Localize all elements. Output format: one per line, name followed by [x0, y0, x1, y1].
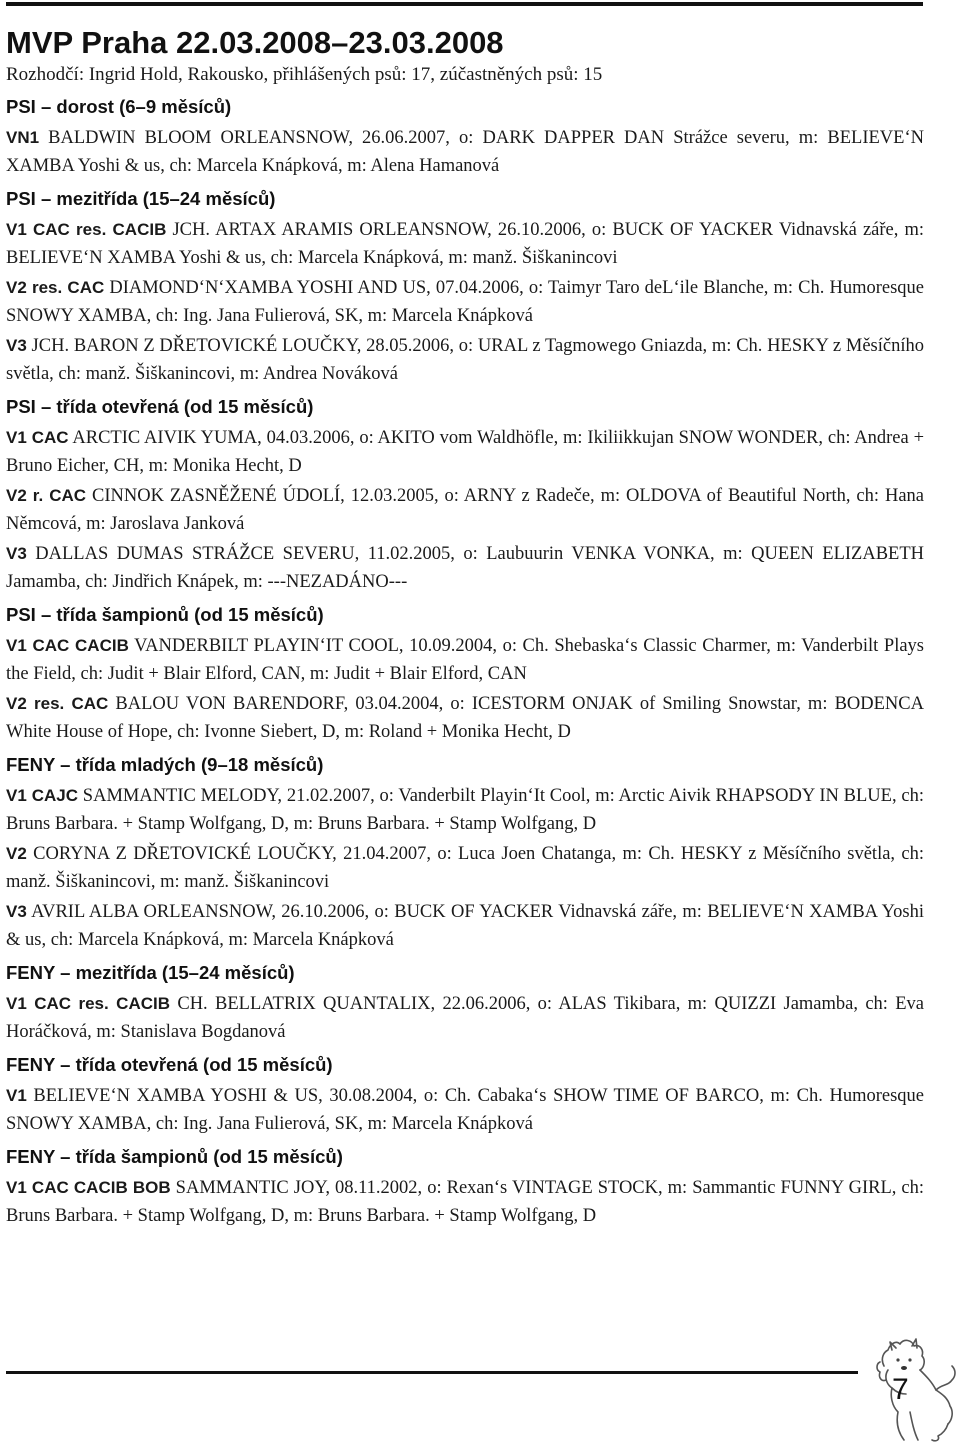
class-section: [6, 960, 924, 1046]
placement: V1: [6, 1086, 27, 1105]
dog-entry: [6, 898, 924, 954]
samoyed-dog-icon: [862, 1336, 960, 1444]
placement: V2 res. CAC: [6, 278, 105, 297]
dog-entry: [6, 424, 924, 480]
placement: V3: [6, 902, 27, 921]
dog-entry: [6, 124, 924, 180]
dog-entry: [6, 782, 924, 838]
entry-text: DIAMOND‘N‘XAMBA YOSHI AND US, 07.04.2006, o: Taimyr Taro deL‘ile Blanche, m: Ch. Humoresque SNOWY XAMBA, ch: Ing. Jana Fulierová, SK, m: Marcela Knápková: [6, 278, 925, 326]
section-heading: FENY – třída mladých (9–18 měsíců): [6, 754, 324, 775]
placement: V2 r. CAC: [6, 486, 87, 505]
entry-text: AVRIL ALBA ORLEANSNOW, 26.10.2006, o: BUCK OF YACKER Vidnavská záře, m: BELIEVE‘N XAMBA Yoshi & us, ch: Marcela Knápková, m: Marcela Knápková: [6, 902, 924, 950]
dog-entry: [6, 540, 924, 596]
judge-line: Rozhodčí: Ingrid Hold, Rakousko, přihlášených psů: 17, zúčastněných psů: 15: [6, 64, 603, 85]
entry-text: SAMMANTIC JOY, 08.11.2002, o: Rexan‘s VINTAGE STOCK, m: Sammantic FUNNY GIRL, ch: Bruns Barbara. + Stamp Wolfgang, D, m: Bruns Barbara. + Stamp Wolfgang, D: [6, 1178, 924, 1226]
dog-entry: [6, 482, 924, 538]
dog-entry: [6, 274, 924, 330]
section-heading: PSI – třída šampionů (od 15 měsíců): [6, 604, 324, 625]
class-section: [6, 1144, 924, 1230]
entry-text: BALOU VON BARENDORF, 03.04.2004, o: ICESTORM ONJAK of Smiling Snowstar, m: BODENCA White House of Hope, ch: Ivonne Siebert, D, m: Roland + Monika Hecht, D: [6, 694, 924, 742]
placement: V1 CAC: [6, 428, 69, 447]
entry-text: CORYNA Z DŘETOVICKÉ LOUČKY, 21.04.2007, o: Luca Joen Chatanga, m: Ch. HESKY z Měsíčního světla, ch: manž. Šiškanincovi, m: manž. Šiškanincovi: [6, 844, 924, 892]
section-heading: PSI – třída otevřená (od 15 měsíců): [6, 396, 314, 417]
placement: V3: [6, 544, 27, 563]
placement: V1 CAJC: [6, 786, 78, 805]
class-section: [6, 752, 924, 954]
class-section: [6, 186, 924, 388]
placement: V2 res. CAC: [6, 694, 109, 713]
dog-entry: [6, 690, 924, 746]
section-heading: FENY – mezitřída (15–24 měsíců): [6, 962, 295, 983]
section-heading: PSI – mezitřída (15–24 měsíců): [6, 188, 276, 209]
dog-entry: [6, 990, 924, 1046]
placement: V1 CAC res. CACIB: [6, 220, 167, 239]
dog-entry: [6, 1174, 924, 1230]
section-heading: FENY – třída šampionů (od 15 měsíců): [6, 1146, 343, 1167]
placement: V3: [6, 336, 27, 355]
class-section: [6, 1052, 924, 1138]
placement: V2: [6, 844, 27, 863]
top-rule: [6, 2, 923, 6]
class-section: [6, 94, 924, 180]
page-title: MVP Praha 22.03.2008–23.03.2008: [6, 25, 504, 60]
placement: V1 CAC res. CACIB: [6, 994, 171, 1013]
class-section: [6, 394, 924, 596]
dog-entry: [6, 1082, 924, 1138]
footer-rule: [6, 1371, 858, 1374]
entry-text: CH. BELLATRIX QUANTALIX, 22.06.2006, o: ALAS Tikibara, m: QUIZZI Jamamba, ch: Eva Horáčková, m: Stanislava Bogdanová: [6, 994, 925, 1042]
dog-entry: [6, 840, 924, 896]
dog-entry: [6, 632, 924, 688]
entry-text: JCH. BARON Z DŘETOVICKÉ LOUČKY, 28.05.2006, o: URAL z Tagmowego Gniazda, m: Ch. HESKY z Měsíčního světla, ch: manž. Šiškanincovi, m: Andrea Nováková: [6, 336, 924, 384]
class-section: [6, 602, 924, 746]
entry-text: BALDWIN BLOOM ORLEANSNOW, 26.06.2007, o: DARK DAPPER DAN Strážce severu, m: BELIEVE‘N XAMBA Yoshi & us, ch: Marcela Knápková, m: Alena Hamanová: [6, 128, 924, 176]
entry-text: VANDERBILT PLAYIN‘IT COOL, 10.09.2004, o: Ch. Shebaska‘s Classic Charmer, m: Vanderbilt Plays the Field, ch: Judit + Blair Elford, CAN, m: Judit + Blair Elford, CAN: [6, 636, 924, 684]
placement: VN1: [6, 128, 40, 147]
placement: V1 CAC CACIB: [6, 636, 129, 655]
entry-text: DALLAS DUMAS STRÁŽCE SEVERU, 11.02.2005, o: Laubuurin VENKA VONKA, m: QUEEN ELIZABETH Jamamba, ch: Jindřich Knápek, m: ---NEZADÁNO---: [6, 544, 924, 592]
section-heading: PSI – dorost (6–9 měsíců): [6, 96, 232, 117]
entry-text: BELIEVE‘N XAMBA YOSHI & US, 30.08.2004, o: Ch. Cabaka‘s SHOW TIME OF BARCO, m: Ch. Humoresque SNOWY XAMBA, ch: Ing. Jana Fulierová, SK, m: Marcela Knápková: [6, 1086, 924, 1134]
dog-entry: [6, 332, 924, 388]
placement: V1 CAC CACIB BOB: [6, 1178, 171, 1197]
dog-entry: [6, 216, 924, 272]
results-document: [6, 24, 924, 1232]
entry-text: ARCTIC AIVIK YUMA, 04.03.2006, o: AKITO vom Waldhöfle, m: Ikiliikkujan SNOW WONDER, ch: Andrea + Bruno Eicher, CH, m: Monika Hecht, D: [6, 428, 924, 476]
entry-text: SAMMANTIC MELODY, 21.02.2007, o: Vanderbilt Playin‘It Cool, m: Arctic Aivik RHAPSODY IN BLUE, ch: Bruns Barbara. + Stamp Wolfgang, D, m: Bruns Barbara. + Stamp Wolfgang, D: [6, 786, 924, 834]
entry-text: JCH. ARTAX ARAMIS ORLEANSNOW, 26.10.2006, o: BUCK OF YACKER Vidnavská záře, m: BELIEVE‘N XAMBA Yoshi & us, ch: Marcela Knápková, m: manž. Šiškanincovi: [6, 220, 925, 268]
section-heading: FENY – třída otevřená (od 15 měsíců): [6, 1054, 333, 1075]
entry-text: CINNOK ZASNĚŽENÉ ÚDOLÍ, 12.03.2005, o: ARNY z Radeče, m: OLDOVA of Beautiful North, ch: Hana Němcová, m: Jaroslava Janková: [6, 486, 924, 534]
page-number: 7: [892, 1373, 909, 1406]
